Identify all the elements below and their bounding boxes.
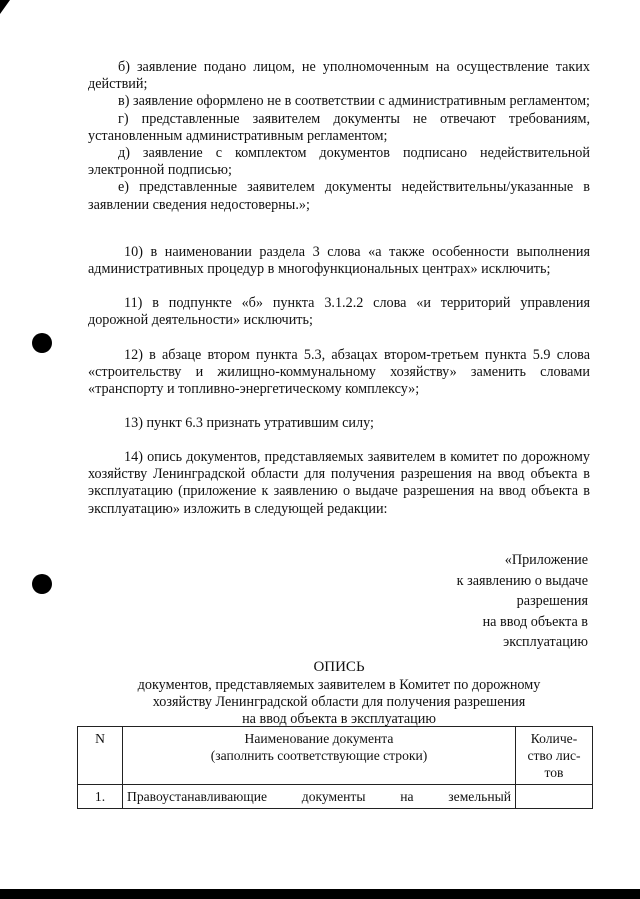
appendix-line-2: к заявлению о выдаче <box>456 572 588 589</box>
amendment-item-12 <box>88 347 590 399</box>
amendment-14-text: 14) опись документов, представляемых заявителем в комитет по дорожному хозяйству Ленинградской области для получения разрешения на ввод объекта в эксплуатацию (приложение к заявлению о выдаче разрешения на ввод объекта в эксплуатацию» изложить в следующей редакции: <box>88 449 590 517</box>
list-item-d: д) заявление с комплектом документов подписано недействительной электронной подписью; <box>88 145 590 179</box>
amendment-13-text: 13) пункт 6.3 признать утратившим силу; <box>124 415 374 431</box>
appendix-line-1: «Приложение <box>504 552 588 568</box>
opis-subtitle-line-1: документов, представляемых заявителем в Комитет по дорожному <box>137 677 541 693</box>
header-count-line-2: ство лис- <box>527 748 581 763</box>
amendment-11-text: 11) в подпункте «б» пункта 3.1.2.2 слова «и территорий управления дорожной деятельности» исключить; <box>88 295 590 329</box>
opis-subtitle-line-2: хозяйству Ленинградской области для получения разрешения <box>152 694 526 710</box>
opis-title: ОПИСЬ <box>313 659 365 675</box>
documents-table <box>77 726 593 809</box>
amendment-12-text: 12) в абзаце втором пункта 5.3, абзацах втором-третьем пункта 5.9 слова «строительству и жилищно-коммунальному хозяйству» заменить словами «транспорту и топливно-энергетическому комплексу»; <box>88 347 590 398</box>
list-item-e: е) представленные заявителем документы недействительны/указанные в заявлении сведения недостоверны.»; <box>88 179 590 213</box>
header-document-name <box>123 727 516 785</box>
amendment-item-10 <box>88 244 590 278</box>
scan-corner-mark <box>0 0 10 14</box>
appendix-line-4: на ввод объекта в <box>482 613 588 630</box>
punch-hole-top <box>32 333 52 353</box>
amendment-item-14 <box>88 449 590 518</box>
scan-bottom-edge <box>0 889 640 899</box>
table-row <box>78 785 593 809</box>
refusal-grounds-list <box>88 59 590 214</box>
row-sheet-count <box>516 785 593 809</box>
header-sheet-count <box>516 727 593 785</box>
punch-hole-bottom <box>32 574 52 594</box>
appendix-heading <box>457 550 588 653</box>
appendix-line-3: разрешения <box>516 593 588 609</box>
appendix-line-5: эксплуатацию <box>503 634 588 650</box>
opis-heading <box>88 659 590 728</box>
opis-subtitle-line-3: на ввод объекта в эксплуатацию <box>242 711 436 727</box>
header-name-line-2: (заполнить соответствующие строки) <box>210 748 428 763</box>
list-item-g: г) представленные заявителем документы не отвечают требованиям, установленным административным регламентом; <box>88 110 590 144</box>
amendment-10-text: 10) в наименовании раздела 3 слова «а также особенности выполнения административных процедур в многофункциональных центрах» исключить; <box>88 244 590 278</box>
list-item-v: в) заявление оформлено не в соответствии с административным регламентом; <box>118 93 590 110</box>
row-document-name: Правоустанавливающие документы на земельный <box>123 785 516 809</box>
table-header-row <box>78 727 593 785</box>
row-number: 1. <box>78 785 123 809</box>
header-number: N <box>78 727 123 785</box>
amendment-item-11 <box>88 295 590 329</box>
list-item-b: б) заявление подано лицом, не уполномоченным на осуществление таких действий; <box>88 59 590 93</box>
header-count-line-3: тов <box>544 765 564 780</box>
header-name-line-1: Наименование документа <box>244 731 394 746</box>
header-count-line-1: Количе- <box>530 731 578 746</box>
amendment-item-13 <box>88 415 590 432</box>
